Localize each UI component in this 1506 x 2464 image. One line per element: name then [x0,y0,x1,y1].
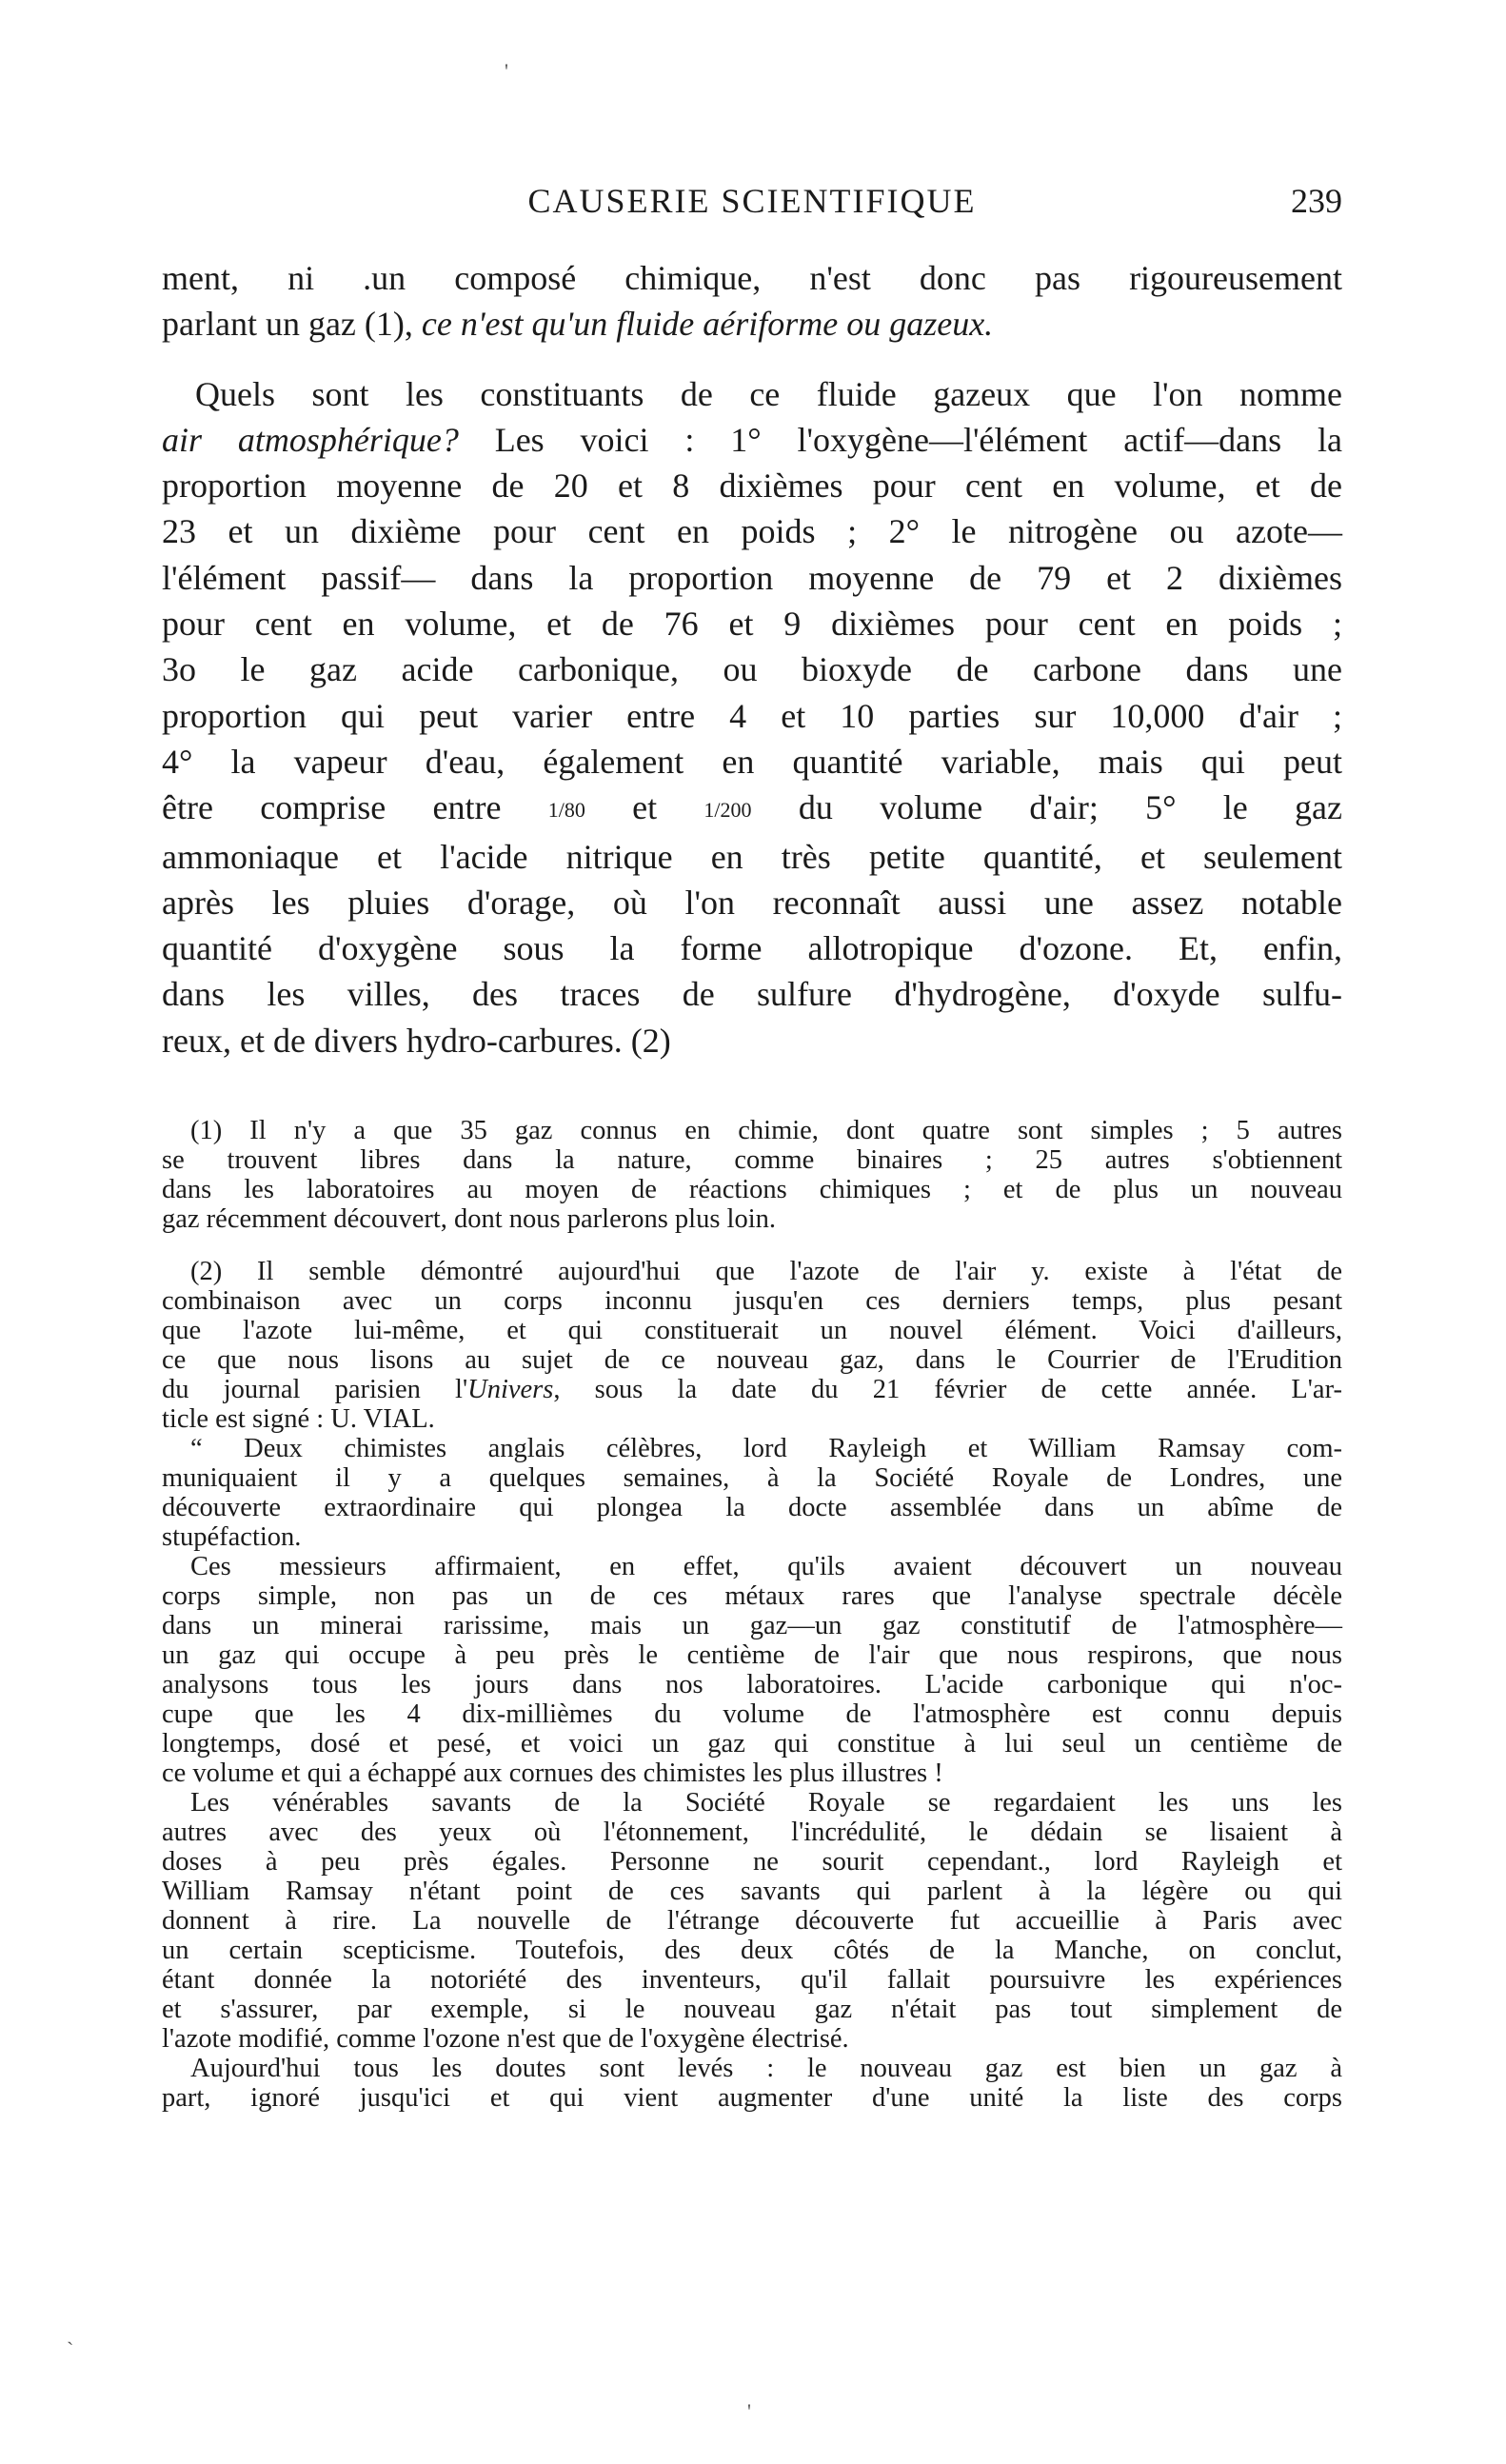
text-line: être comprise entre 1/80 et 1/200 du volume d'air; 5° le gaz [162,788,1343,827]
text-line: 23 et un dixième pour cent en poids ; 2° le nitrogène ou azote— [162,512,1342,551]
text-line: reux, et de divers hydro-carbures. (2) [162,1021,671,1060]
footnote-line: du journal parisien l'Univers, sous la date du 21 février de cette année. L'ar- [162,1375,1342,1404]
footnote-line: se trouvent libres dans la nature, comme binaires ; 25 autres s'obtiennent [162,1145,1342,1175]
text-line: Quels sont les constituants de ce fluide gazeux que l'on nomme [195,374,1342,413]
main-text [162,255,1342,1063]
footnote-line: ticle est signé : U. VIAL. [162,1404,435,1434]
footnote-line: (1) Il n'y a que 35 gaz connus en chimie, dont quatre sont simples ; 5 autres [190,1116,1342,1145]
footnote-line: que l'azote lui-même, et qui constituerait un nouvel élément. Voici d'ailleurs, [162,1316,1342,1345]
footnote-line: “ Deux chimistes anglais célèbres, lord Rayleigh et William Ramsay com- [190,1434,1342,1463]
footnote-line: découverte extraordinaire qui plongea la docte assemblée dans un abîme de [162,1493,1342,1522]
footnote-line: muniquaient il y a quelques semaines, à la Société Royale de Londres, une [162,1463,1342,1493]
text-line: air atmosphérique? Les voici : 1° l'oxygène—l'élément actif—dans la [162,420,1342,459]
text-line: 4° la vapeur d'eau, également en quantité variable, mais qui peut [162,742,1342,781]
scan-speck: ' [505,59,508,83]
text-line: pour cent en volume, et de 76 et 9 dixièmes pour cent en poids ; [162,605,1342,644]
scan-speck: ` [67,2337,74,2361]
emphasis: ce n'est qu'un fluide aériforme ou gazeux. [421,305,994,344]
footnote-line: ce que nous lisons au sujet de ce nouveau gaz, dans le Courrier de l'Erudition [162,1345,1342,1375]
text-line: proportion qui peut varier entre 4 et 10 parties sur 10,000 d'air ; [162,696,1342,735]
footnote-line: (2) Il semble démontré aujourd'hui que l'azote de l'air y. existe à l'état de [190,1257,1342,1286]
footnote-line: cupe que les 4 dix-millièmes du volume de l'atmosphère est connu depuis [162,1699,1342,1729]
text-line: ment, ni .un composé chimique, n'est donc pas rigoureusement [162,259,1342,297]
footnote-line: longtemps, dosé et pesé, et voici un gaz qui constitue à lui seul un centième de [162,1729,1342,1759]
footnote-line: combinaison avec un corps inconnu jusqu'en ces derniers temps, plus pesant [162,1286,1342,1316]
footnote-line: étant donnée la notoriété des inventeurs, qu'il fallait poursuivre les expériences [162,1965,1342,1995]
text-line: 3o le gaz acide carbonique, ou bioxyde de carbone dans une [162,650,1342,689]
footnote-line: doses à peu près égales. Personne ne sourit cependant., lord Rayleigh et [162,1847,1342,1877]
footnotes [162,1116,1342,2113]
page-number: 239 [1291,182,1342,220]
emphasis: air atmosphérique? [162,420,459,459]
text-line: proportion moyenne de 20 et 8 dixièmes pour cent en volume, et de [162,467,1342,506]
footnote-line: autres avec des yeux où l'étonnement, l'incrédulité, le dédain se lisaient à [162,1818,1342,1847]
text-line: ammoniaque et l'acide nitrique en très petite quantité, et seulement [162,837,1342,876]
fraction: 1/80 [547,798,585,823]
footnote-line: William Ramsay n'étant point de ces savants qui parlent à la légère ou qui [162,1877,1342,1906]
footnote-line: l'azote modifié, comme l'ozone n'est que de l'oxygène électrisé. [162,2024,849,2054]
scan-speck: ' [747,2399,751,2423]
text-line: quantité d'oxygène sous la forme allotropique d'ozone. Et, enfin, [162,929,1342,968]
footnote-line: Ces messieurs affirmaient, en effet, qu'ils avaient découvert un nouveau [190,1552,1342,1581]
footnote-line: un gaz qui occupe à peu près le centième de l'air que nous respirons, que nous [162,1640,1342,1670]
text-line: dans les villes, des traces de sulfure d'hydrogène, d'oxyde sulfu- [162,975,1342,1014]
footnote-line: Les vénérables savants de la Société Royale se regardaient les uns les [190,1788,1342,1818]
fraction: 1/200 [703,798,752,823]
running-title: CAUSERIE SCIENTIFIQUE [527,182,977,220]
text-line: parlant un gaz (1), ce n'est qu'un fluide aériforme ou gazeux. [162,305,994,344]
emphasis: Univers [467,1375,554,1404]
footnote-line: corps simple, non pas un de ces métaux rares que l'analyse spectrale décèle [162,1581,1342,1611]
running-header [162,181,1342,229]
footnote-line: dans les laboratoires au moyen de réactions chimiques ; et de plus un nouveau [162,1175,1342,1204]
footnote-line: part, ignoré jusqu'ici et qui vient augmenter d'une unité la liste des corps [162,2083,1342,2113]
footnote-line: un certain scepticisme. Toutefois, des deux côtés de la Manche, on conclut, [162,1936,1342,1965]
footnote-line: analysons tous les jours dans nos laboratoires. L'acide carbonique qui n'oc- [162,1670,1342,1699]
footnote-line: donnent à rire. La nouvelle de l'étrange découverte fut accueillie à Paris avec [162,1906,1342,1936]
footnote-line: gaz récemment découvert, dont nous parlerons plus loin. [162,1204,777,1234]
footnote-line: stupéfaction. [162,1522,302,1552]
footnote-line: ce volume et qui a échappé aux cornues des chimistes les plus illustres ! [162,1759,943,1788]
footnote-line: dans un minerai rarissime, mais un gaz—un gaz constitutif de l'atmosphère— [162,1611,1342,1640]
text-line: l'élément passif— dans la proportion moyenne de 79 et 2 dixièmes [162,558,1342,597]
text-line: après les pluies d'orage, où l'on reconnaît aussi une assez notable [162,883,1342,922]
footnote-line: Aujourd'hui tous les doutes sont levés : le nouveau gaz est bien un gaz à [190,2054,1342,2083]
footnote-line: et s'assurer, par exemple, si le nouveau gaz n'était pas tout simplement de [162,1995,1342,2024]
